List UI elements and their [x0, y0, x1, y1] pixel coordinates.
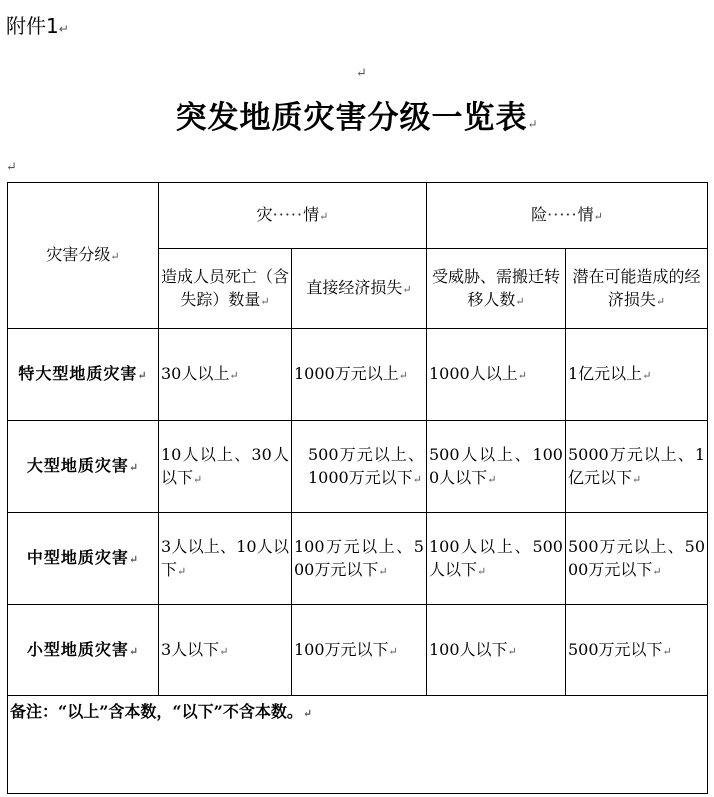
threatened-cell: 100人以下↵: [427, 605, 566, 696]
table-row: [8, 329, 708, 421]
grade-cell: 大型地质灾害↵: [8, 421, 159, 513]
threatened-cell: 1000人以上↵: [427, 329, 566, 421]
paragraph-mark-icon: ↵: [6, 160, 17, 175]
loss-cell: 500万元以上、1000万元以下↵: [292, 421, 427, 513]
potential-cell: 500万元以上、5000万元以下↵: [566, 513, 708, 605]
grade-cell: 中型地质灾害↵: [8, 513, 159, 605]
grade-cell: 特大型地质灾害↵: [8, 329, 159, 421]
header-risk-group: 险·····情↵: [427, 183, 708, 249]
header-deaths: 造成人员死亡（含失踪）数量↵: [159, 249, 292, 329]
table-row: [8, 513, 708, 605]
potential-cell: 500万元以下↵: [566, 605, 708, 696]
threatened-cell: 500人以上、1000人以下↵: [427, 421, 566, 513]
table-note: 备注：“以上”含本数，“以下”不含本数。↵: [8, 696, 708, 794]
table-row: [8, 605, 708, 696]
paragraph-mark-icon: ↵: [527, 117, 539, 131]
deaths-cell: 3人以下↵: [159, 605, 292, 696]
header-potential-loss: 潜在可能造成的经济损失↵: [566, 249, 708, 329]
header-threatened: 受威胁、需搬迁转移人数↵: [427, 249, 566, 329]
deaths-cell: 10人以上、30人以下↵: [159, 421, 292, 513]
threatened-cell: 100人以上、500人以下↵: [427, 513, 566, 605]
attachment-label: 附件1↵: [6, 14, 69, 38]
potential-cell: 1亿元以上↵: [566, 329, 708, 421]
disaster-grade-table: [7, 182, 708, 794]
grade-cell: 小型地质灾害↵: [8, 605, 159, 696]
loss-cell: 100万元以下↵: [292, 605, 427, 696]
table-row: [8, 421, 708, 513]
header-direct-loss: 直接经济损失↵: [292, 249, 427, 329]
deaths-cell: 30人以上↵: [159, 329, 292, 421]
deaths-cell: 3人以上、10人以下↵: [159, 513, 292, 605]
header-grade-cell: 灾害分级↵: [8, 183, 159, 329]
loss-cell: 100万元以上、500万元以下↵: [292, 513, 427, 605]
loss-cell: 1000万元以上↵: [292, 329, 427, 421]
paragraph-mark-icon: ↵: [58, 22, 69, 36]
paragraph-mark-icon: ↵: [356, 66, 367, 81]
page-title: 突发地质灾害分级一览表↵: [175, 100, 539, 136]
header-disaster-group: 灾·····情↵: [159, 183, 427, 249]
potential-cell: 5000万元以上、1亿元以下↵: [566, 421, 708, 513]
